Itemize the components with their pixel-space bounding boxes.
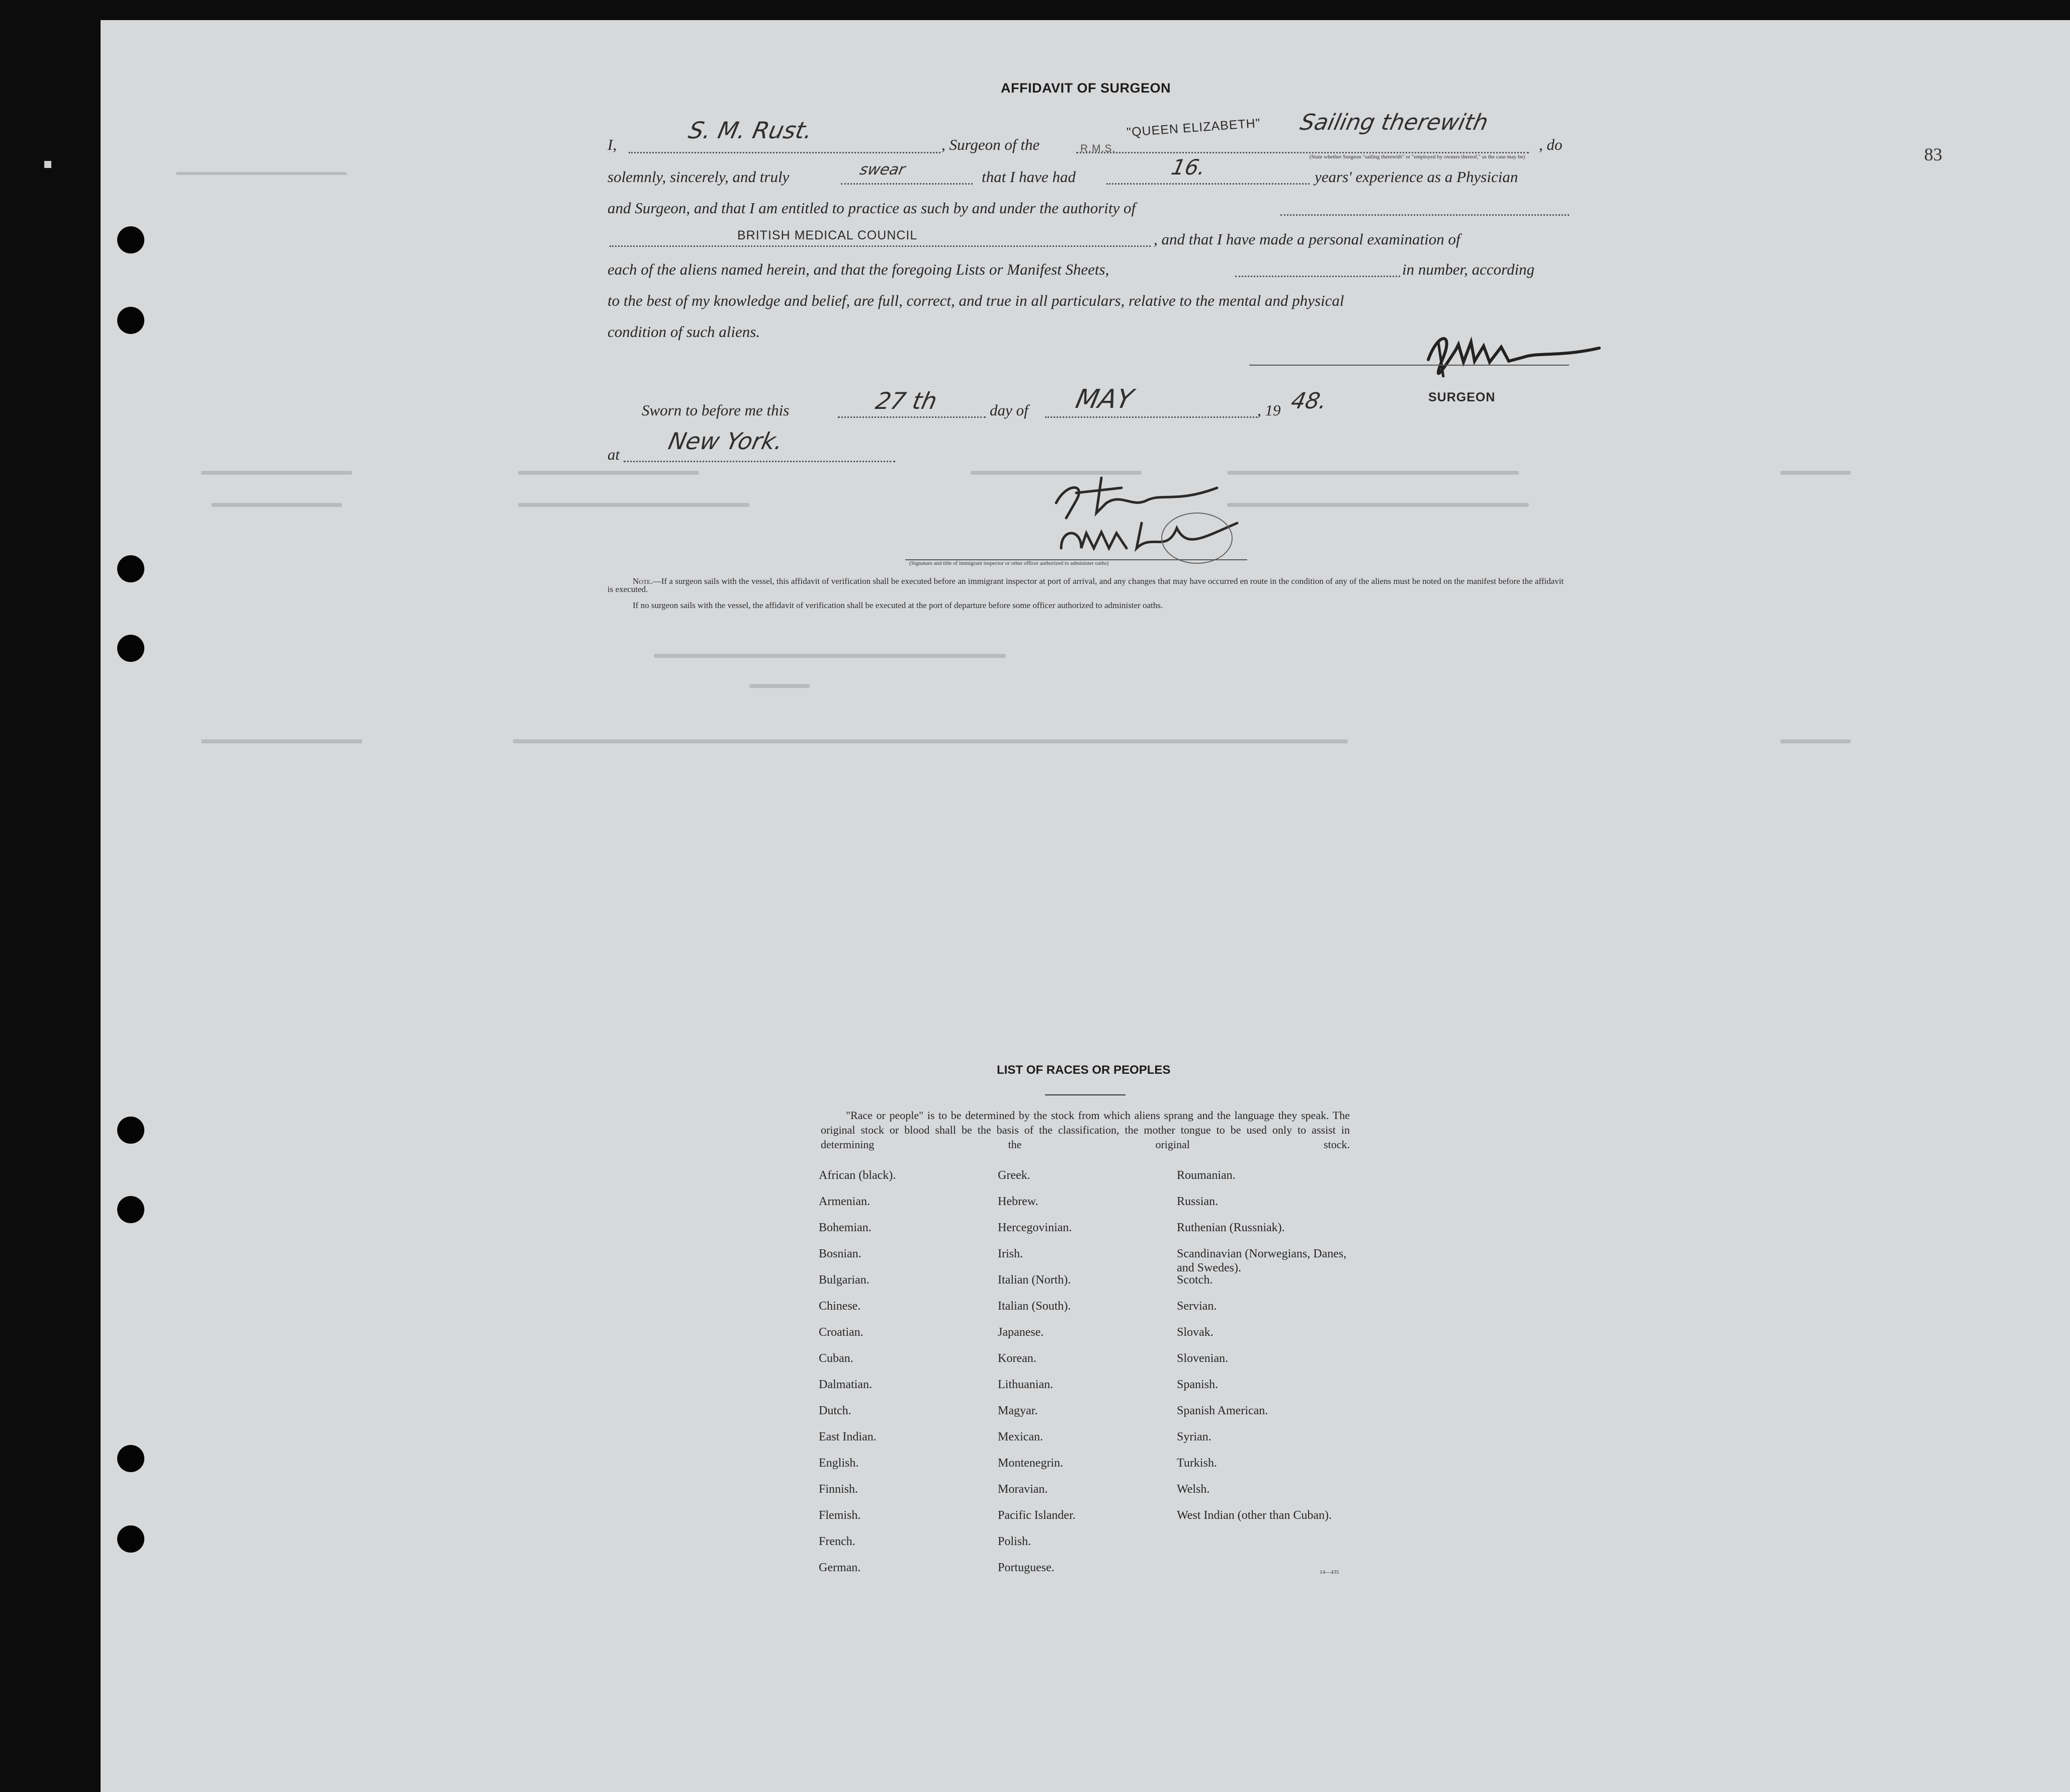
ship-hint: (State whether Surgeon "sailing therewith" or "employed by owners thereof," as the case may be) [1309, 154, 1525, 160]
race-item: East Indian. [819, 1430, 877, 1443]
years-blank [1106, 183, 1310, 185]
affidavit-line6: to the best of my knowledge and belief, are full, correct, and true in all particulars, relative to the mental and physical [608, 292, 1344, 309]
race-item: Hercegovinian. [998, 1221, 1072, 1234]
race-item: Bohemian. [819, 1221, 872, 1234]
month-blank [1045, 416, 1257, 418]
race-item: African (black). [819, 1169, 896, 1182]
race-item: Portuguese. [998, 1561, 1055, 1574]
faint-bleed-text [211, 503, 342, 507]
race-item: Hebrew. [998, 1195, 1039, 1208]
affidavit-line2-start: solemnly, sincerely, and truly [608, 168, 790, 186]
form-number: 14—435 [1320, 1569, 1339, 1575]
oath-handwritten: swear [858, 161, 907, 179]
race-item: Spanish. [1177, 1378, 1219, 1391]
race-item: Lithuanian. [998, 1378, 1053, 1391]
note-text2: If no surgeon sails with the vessel, the affidavit of verification shall be executed at the port of departure before some officer authorized to administer oaths. [633, 601, 1163, 610]
affidavit-line5-end: in number, according [1402, 261, 1535, 278]
authority-blank-a [1280, 214, 1569, 216]
surgeon-label: SURGEON [1428, 390, 1496, 404]
race-item: Finnish. [819, 1483, 858, 1496]
faint-bleed-text [654, 654, 1006, 658]
ship-name-stamp: "QUEEN ELIZABETH" [1126, 116, 1261, 140]
punch-hole [117, 1117, 144, 1144]
races-title-rule [1045, 1094, 1126, 1095]
race-item: Italian (South). [998, 1300, 1071, 1313]
affidavit-line5-start: each of the aliens named herein, and that the foregoing Lists or Manifest Sheets, [608, 261, 1109, 278]
race-item: Turkish. [1177, 1457, 1217, 1470]
document-sheet [101, 20, 2070, 1792]
note-text [608, 577, 1570, 593]
faint-bleed-text [1780, 739, 1851, 743]
race-item: Armenian. [819, 1195, 870, 1208]
race-item: German. [819, 1561, 861, 1574]
race-item: Moravian. [998, 1483, 1048, 1496]
punch-hole [117, 1196, 144, 1223]
place-blank [624, 461, 895, 462]
official-caption: (Signature and title of immigrant inspector or other officer authorized to administer oaths) [909, 560, 1109, 566]
punch-hole [117, 1445, 144, 1472]
race-item: Dutch. [819, 1404, 851, 1417]
race-item: Mexican. [998, 1430, 1043, 1443]
note-label: Note. [633, 576, 653, 586]
faint-bleed-text [518, 503, 749, 507]
races-column-3 [1177, 1168, 1358, 1534]
race-item: Syrian. [1177, 1430, 1212, 1443]
race-item: Spanish American. [1177, 1404, 1268, 1417]
oath-blank [841, 183, 973, 185]
punch-hole [117, 226, 144, 253]
affidavit-line2-end: years' experience as a Physician [1315, 168, 1518, 186]
race-item: Scandinavian (Norwegians, Danes, and Swedes). [1177, 1247, 1347, 1274]
affidavit-line1-mid: , Surgeon of the [941, 136, 1040, 153]
affidavit-title: AFFIDAVIT OF SURGEON [1001, 80, 1171, 96]
surgeon-name-handwritten: S. M. Rust. [686, 117, 815, 144]
faint-bleed-text [1227, 471, 1519, 475]
day-handwritten: 27 th [873, 387, 940, 414]
affidavit-line3: and Surgeon, and that I am entitled to practice as such by and under the authority of [608, 199, 1136, 217]
race-item: Greek. [998, 1169, 1030, 1182]
race-item: Flemish. [819, 1509, 861, 1522]
faint-bleed-text [201, 739, 362, 743]
race-item: Korean. [998, 1352, 1037, 1365]
authority-blank-b [610, 245, 1151, 247]
punch-hole [117, 555, 144, 582]
ship-blank [1076, 152, 1529, 153]
authority-stamp: BRITISH MEDICAL COUNCIL [737, 228, 918, 242]
punch-hole [117, 635, 144, 662]
edge-mark [44, 161, 51, 168]
race-item: Irish. [998, 1247, 1023, 1260]
race-item: Cuban. [819, 1352, 853, 1365]
race-item: Polish. [998, 1535, 1031, 1548]
faint-bleed-text [518, 471, 699, 475]
race-item: Roumanian. [1177, 1169, 1236, 1182]
faint-bleed-text [201, 471, 352, 475]
punch-hole [117, 307, 144, 334]
sworn-mid: day of [990, 401, 1028, 419]
surgeon-signature [1408, 322, 1619, 382]
race-item: English. [819, 1457, 859, 1470]
races-column-2 [998, 1168, 1076, 1587]
note-body: —If a surgeon sails with the vessel, this affidavit of verification shall be executed before an immigrant inspector at port of arrival, and any changes that may have occurred en route in the condition of any of the aliens must be noted on the manifest before the affidavit is executed. [608, 576, 1564, 594]
race-item: Ruthenian (Russniak). [1177, 1221, 1285, 1234]
affidavit-line1-end: , do [1539, 136, 1563, 153]
year-prefix: , 19 [1257, 401, 1281, 419]
month-handwritten: MAY [1073, 384, 1136, 414]
ship-prefix: R.M.S. [1080, 143, 1116, 154]
years-handwritten: 16. [1169, 155, 1209, 180]
race-item: Slovak. [1177, 1326, 1214, 1339]
faint-bleed-text [513, 739, 1348, 743]
year-handwritten: 48. [1288, 388, 1330, 414]
day-blank [838, 416, 986, 418]
race-item: Bulgarian. [819, 1273, 870, 1287]
race-item: Russian. [1177, 1195, 1219, 1208]
sworn-start: Sworn to before me this [642, 401, 790, 419]
race-item: Dalmatian. [819, 1378, 872, 1391]
race-item: Servian. [1177, 1300, 1217, 1313]
race-item: Bosnian. [819, 1247, 861, 1260]
faint-bleed-text [749, 684, 810, 688]
place-handwritten: New York. [666, 428, 786, 455]
faint-bleed-text [1780, 471, 1851, 475]
race-item: Magyar. [998, 1404, 1038, 1417]
race-item: Pacific Islander. [998, 1509, 1076, 1522]
race-item: French. [819, 1535, 855, 1548]
affidavit-line4-end: , and that I have made a personal examination of [1154, 230, 1460, 248]
affidavit-line7: condition of such aliens. [608, 323, 760, 340]
races-intro: "Race or people" is to be determined by the stock from which aliens sprang and the language they speak. The original stock or blood shall be the basis of the classification, the mother tongue to be used only to assist in determining the original stock. [821, 1109, 1350, 1151]
page-number: 83 [1924, 144, 1942, 164]
punch-hole [117, 1525, 144, 1553]
official-signature [1046, 473, 1257, 573]
signature-line [1249, 365, 1569, 366]
name-blank [629, 152, 940, 153]
affidavit-line1-start: I, [608, 136, 617, 153]
race-item: Slovenian. [1177, 1352, 1228, 1365]
races-column-1 [819, 1168, 896, 1587]
sailing-therewith-handwritten: Sailing therewith [1298, 110, 1491, 135]
race-item: Welsh. [1177, 1483, 1210, 1496]
race-item: Chinese. [819, 1300, 861, 1313]
races-title: LIST OF RACES OR PEOPLES [997, 1063, 1171, 1077]
race-item: Japanese. [998, 1326, 1044, 1339]
race-item: Montenegrin. [998, 1457, 1063, 1470]
faint-bleed-text [1227, 503, 1529, 507]
race-item: Italian (North). [998, 1273, 1071, 1287]
sheets-blank [1235, 276, 1400, 277]
at-label: at [608, 446, 620, 463]
race-item: West Indian (other than Cuban). [1177, 1509, 1332, 1522]
race-item: Scotch. [1177, 1273, 1213, 1287]
race-item: Croatian. [819, 1326, 864, 1339]
affidavit-line2-mid: that I have had [982, 168, 1076, 186]
faint-bleed-text [176, 172, 347, 175]
